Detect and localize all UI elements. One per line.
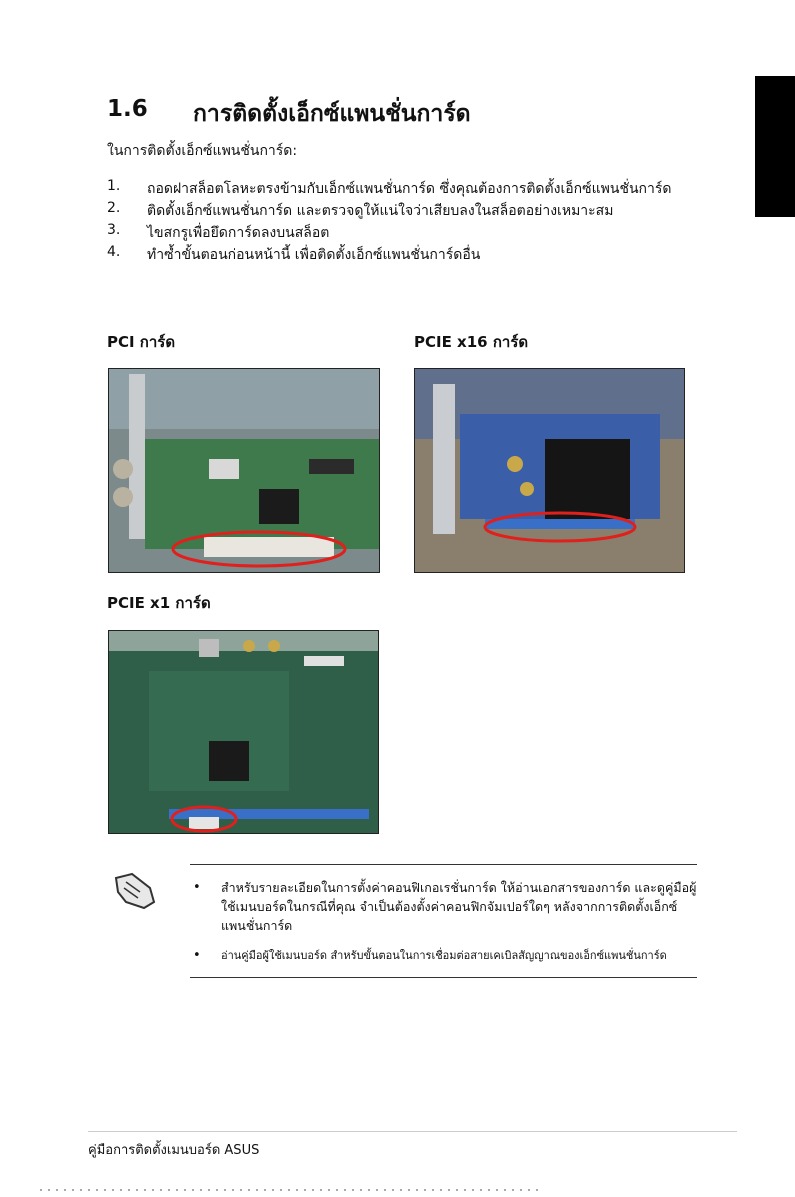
step-text: ถอดฝาสล็อตโลหะตรงข้ามกับเอ็กซ์แพนชั่นการ์ด ซึ่งคุณต้องการติดตั้งเอ็กซ์แพนชั่นการ์ด	[147, 181, 672, 197]
intro-text: ในการติดตั้งเอ็กซ์แพนชั่นการ์ด:	[107, 143, 298, 159]
pcie-x16-card-photo	[414, 368, 685, 573]
step-number: 2.	[107, 200, 121, 216]
note-bottom-rule	[190, 977, 697, 978]
language-tab-marker	[755, 76, 795, 217]
note-top-rule	[190, 864, 697, 865]
section-title: การติดตั้งเอ็กซ์แพนชั่นการ์ด	[193, 101, 471, 127]
note-hand-icon	[110, 868, 158, 912]
note-bullet: •	[193, 880, 201, 895]
pci-card-photo	[108, 368, 380, 573]
footer-rule	[88, 1131, 737, 1132]
step-number: 4.	[107, 244, 121, 260]
step-text: ไขสกรูเพื่อยึดการ์ดลงบนสล็อต	[147, 225, 330, 241]
page-edge-dots	[0, 1188, 795, 1192]
step-text: ทำซ้ำขั้นตอนก่อนหน้านี้ เพื่อติดตั้งเอ็กซ์แพนชั่นการ์ดอื่น	[147, 247, 481, 263]
pcie-x1-card-label: PCIE x1 การ์ด	[107, 594, 211, 612]
pci-card-label: PCI การ์ด	[107, 333, 176, 351]
step-number: 3.	[107, 222, 121, 238]
pcie-x1-card-photo	[108, 630, 379, 834]
note-bullet: •	[193, 948, 201, 963]
note-text: อ่านคู่มือผู้ใช้เมนบอร์ด สำหรับขั้นตอนในการเชื่อมต่อสายเคเบิลสัญญาณของเอ็กซ์แพนชั่นการ์ด	[221, 949, 667, 962]
step-text: ติดตั้งเอ็กซ์แพนชั่นการ์ด และตรวจดูให้แน่ใจว่าเสียบลงในสล็อตอย่างเหมาะสม	[147, 203, 614, 219]
footer-text: คู่มือการติดตั้งเมนบอร์ด ASUS	[88, 1143, 260, 1158]
pcie-x16-card-label: PCIE x16 การ์ด	[414, 333, 529, 351]
note-text: สำหรับรายละเอียดในการตั้งค่าคอนฟิเกอเรชั่นการ์ด ให้อ่านเอกสารของการ์ด และดูคู่มือผู้ใช้เมนบอร์ดในกรณีที่คุณ จำเป็นต้องตั้งค่าคอนฟิกจัมเปอร์ใดๆ หลังจากการติดตั้งเอ็กซ์แพนชั่นการ์ด	[221, 880, 697, 933]
step-number: 1.	[107, 178, 121, 194]
section-number: 1.6	[107, 96, 148, 122]
